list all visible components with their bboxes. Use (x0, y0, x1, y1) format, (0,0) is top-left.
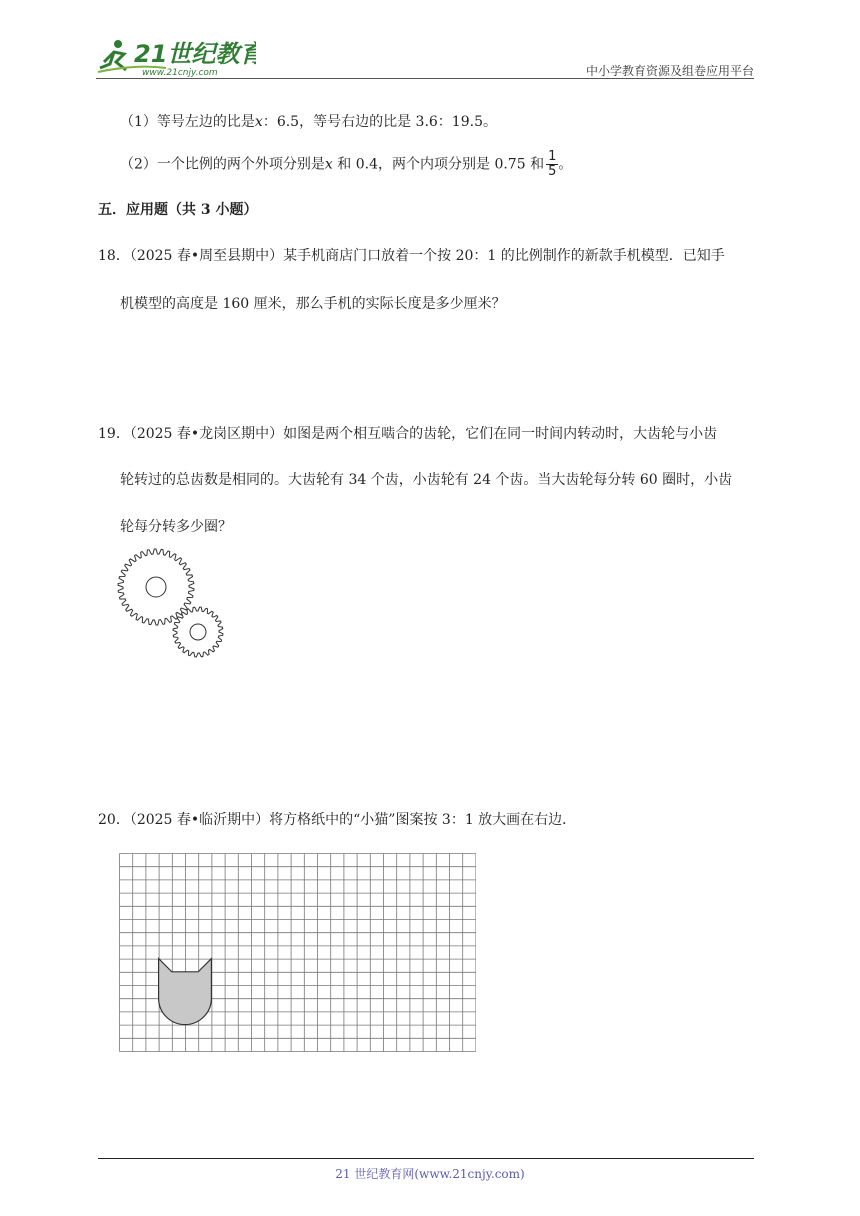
prev-item-1: （1）等号左边的比是x：6.5，等号右边的比是 3.6：19.5。 (120, 114, 497, 130)
footer-text: 21 世纪教育网(www.21cnjy.com) (335, 1167, 525, 1181)
section-title: 五．应用题（共 3 小题） (98, 202, 258, 218)
prev-item-2: （2）一个比例的两个外项分别是x 和 0.4，两个内项分别是 0.75 和 $\frac{1}{5}$ 。 (120, 149, 573, 179)
cat-shape (159, 959, 212, 1025)
header-platform-text: 中小学教育资源及组卷应用平台 (585, 64, 754, 78)
q18-line-2: 机模型的高度是 160 厘米，那么手机的实际长度是多少厘米？ (120, 296, 506, 312)
gears-figure (116, 548, 228, 664)
footer-divider (98, 1158, 754, 1159)
logo-text: 21世纪教育 (134, 40, 256, 68)
fraction: $\frac{1}{5}$ (548, 149, 557, 179)
q19-line-2: 轮转过的总齿数是相同的。大齿轮有 34 个齿，小齿轮有 24 个齿。当大齿轮每分转 60 圈时，小齿 (120, 472, 733, 488)
site-logo (96, 34, 256, 80)
grid-figure (119, 853, 476, 1058)
q20-line-1: 20．（2025 春•临沂期中）将方格纸中的“小猫”图案按 3：1 放大画在右边． (98, 812, 577, 828)
header-divider (96, 78, 754, 79)
q19-line-1: 19．（2025 春•龙岗区期中）如图是两个相互啮合的齿轮，它们在同一时间内转动时，大齿轮与小齿 (98, 426, 718, 442)
q18-line-1: 18．（2025 春•周至县期中）某手机商店门口放着一个按 20：1 的比例制作的新款手机模型．已知手 (98, 248, 725, 264)
q19-line-3: 轮每分转多少圈？ (120, 519, 232, 535)
logo-url: www.21cnjy.com (142, 68, 218, 78)
